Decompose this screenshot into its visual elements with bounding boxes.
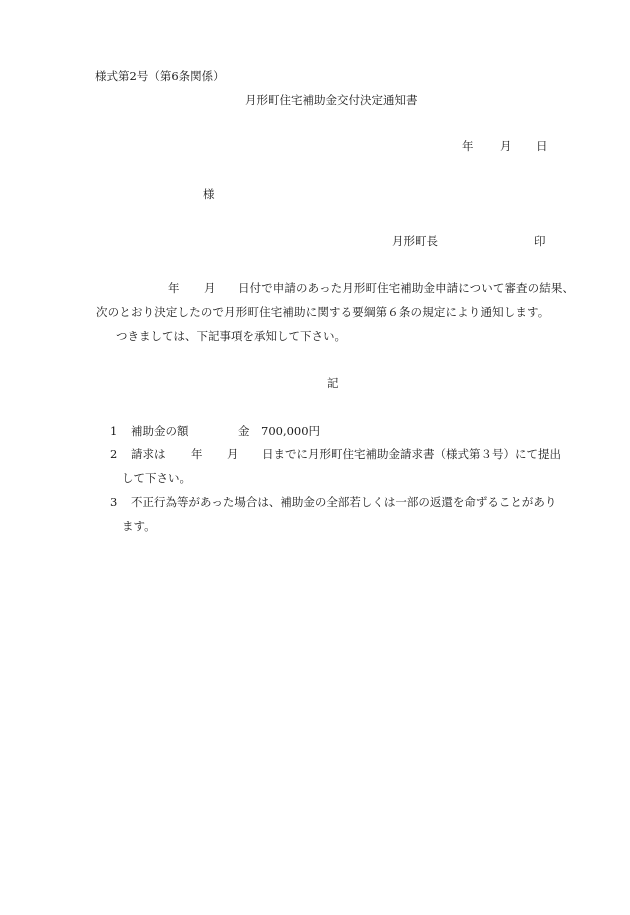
ki-heading: 記 [327,376,339,390]
date-year: 年 [462,139,474,153]
body-month: 月 [204,281,216,295]
addressee-suffix: 様 [203,187,215,201]
body-line-3: つきましては、下記事項を承知して下さい。 [116,329,346,343]
item-number: 3 [110,495,118,509]
document-title: 月形町住宅補助金交付決定通知書 [245,93,418,107]
seal-mark: 印 [534,234,546,248]
item-label: 補助金の額 [131,424,189,438]
body-line-1: 日付で申請のあった月形町住宅補助金申請について審査の結果、 [238,281,575,295]
item-text: 請求は [131,447,166,461]
item-continuation: して下さい。 [122,471,191,485]
date-month: 月 [500,139,512,153]
body-line-2: 次のとおり決定したので月形町住宅補助に関する要綱第６条の規定により通知します。 [96,305,550,319]
item-number: 1 [110,424,118,438]
form-label: 様式第2号（第6条関係） [95,69,225,83]
item-text: 日までに月形町住宅補助金請求書（様式第３号）にて提出 [262,447,561,461]
item-amount: 金 700,000円 [238,424,321,438]
item-continuation: ます。 [122,519,156,533]
item-month: 月 [227,447,239,461]
item-text: 不正行為等があった場合は、補助金の全部若しくは一部の返還を命ずることがあり [131,495,557,509]
date-day: 日 [536,139,548,153]
item-number: 2 [110,447,118,461]
issuer-name: 月形町長 [392,234,438,248]
body-year: 年 [168,281,180,295]
item-year: 年 [191,447,203,461]
